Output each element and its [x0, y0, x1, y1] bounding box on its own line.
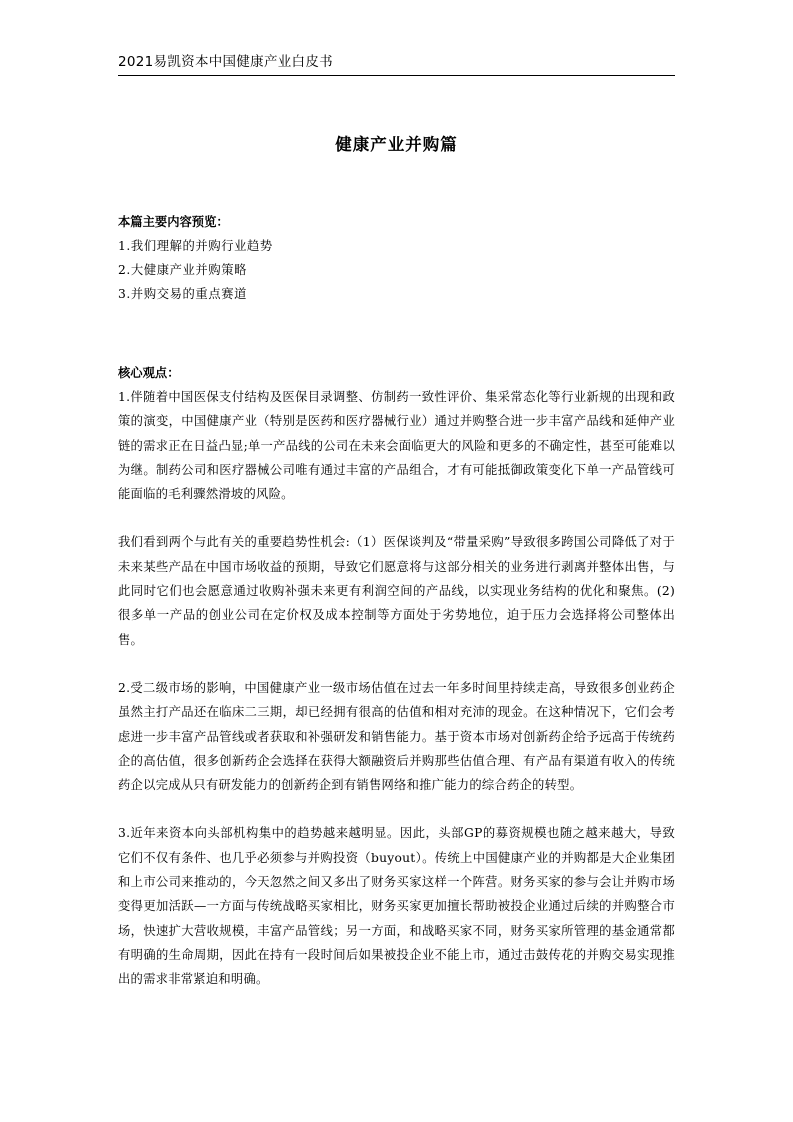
preview-heading: 本篇主要内容预览： [118, 214, 229, 229]
section-title: 健康产业并购篇 [335, 135, 458, 154]
core-paragraph: 我们看到两个与此有关的重要趋势性机会:（1）医保谈判及“带量采购”导致很多跨国公司降低了对于未来某些产品在中国市场收益的预期，导致它们愿意将与这部分相关的业务进行剥离并整体出售，与此同时它们也会愿意通过收购补强未来更有利润空间的产品线，以实现业务结构的优化和聚焦。(2)很多单一产品的创业公司在定价权及成本控制等方面处于劣势地位，迫于压力会选择将公司整体出售。 [118, 535, 675, 647]
core-paragraph: 3.近年来资本向头部机构集中的趋势越来越明显。因此，头部GP的募资规模也随之越来越大，导致它们不仅有条件、也几乎必须参与并购投资（buyout）。传统上中国健康产业的并购都是大企业集团和上市公司来推动的，今天忽然之间又多出了财务买家这样一个阵营。财务买家的参与会让并购市场变得更加活跃—一方面与传统战略买家相比，财务买家更加擅长帮助被投企业通过后续的并购整合市场，快速扩大营收规模，丰富产品管线；另一方面，和战略买家不同，财务买家所管理的基金通常都有明确的生命周期，因此在持有一段时间后如果被投企业不能上市，通过击鼓传花的并购交易实现推出的需求非常紧迫和明确。 [118, 826, 675, 987]
core-paragraph: 1.伴随着中国医保支付结构及医保目录调整、仿制药一致性评价、集采常态化等行业新规的出现和政策的演变，中国健康产业（特别是医药和医疗器械行业）通过并购整合进一步丰富产品线和延伸产业链的需求正在日益凸显;单一产品线的公司在未来会面临更大的风险和更多的不确定性，甚至可能难以为继。制药公司和医疗器械公司唯有通过丰富的产品组合，才有可能抵御政策变化下单一产品管线可能面临的毛利骤然滑坡的风险。 [118, 390, 675, 502]
preview-item: 3.并购交易的重点赛道 [118, 287, 248, 301]
running-header: 2021易凯资本中国健康产业白皮书 [118, 54, 333, 70]
preview-item: 2.大健康产业并购策略 [118, 263, 248, 277]
header-divider [118, 75, 675, 76]
core-paragraph: 2.受二级市场的影响，中国健康产业一级市场估值在过去一年多时间里持续走高，导致很多创业药企虽然主打产品还在临床二三期，却已经拥有很高的估值和相对充沛的现金。在这种情况下，它们会考虑进一步丰富产品管线或者获取和补强研发和销售能力。基于资本市场对创新药企给予远高于传统药企的高估值，很多创新药企会选择在获得大额融资后并购那些估值合理、有产品有渠道有收入的传统药企以完成从只有研发能力的创新药企到有销售网络和推广能力的综合药企的转型。 [118, 680, 675, 793]
core-heading: 核心观点： [118, 365, 180, 380]
preview-item: 1.我们理解的并购行业趋势 [118, 239, 273, 253]
body-content [118, 210, 675, 992]
